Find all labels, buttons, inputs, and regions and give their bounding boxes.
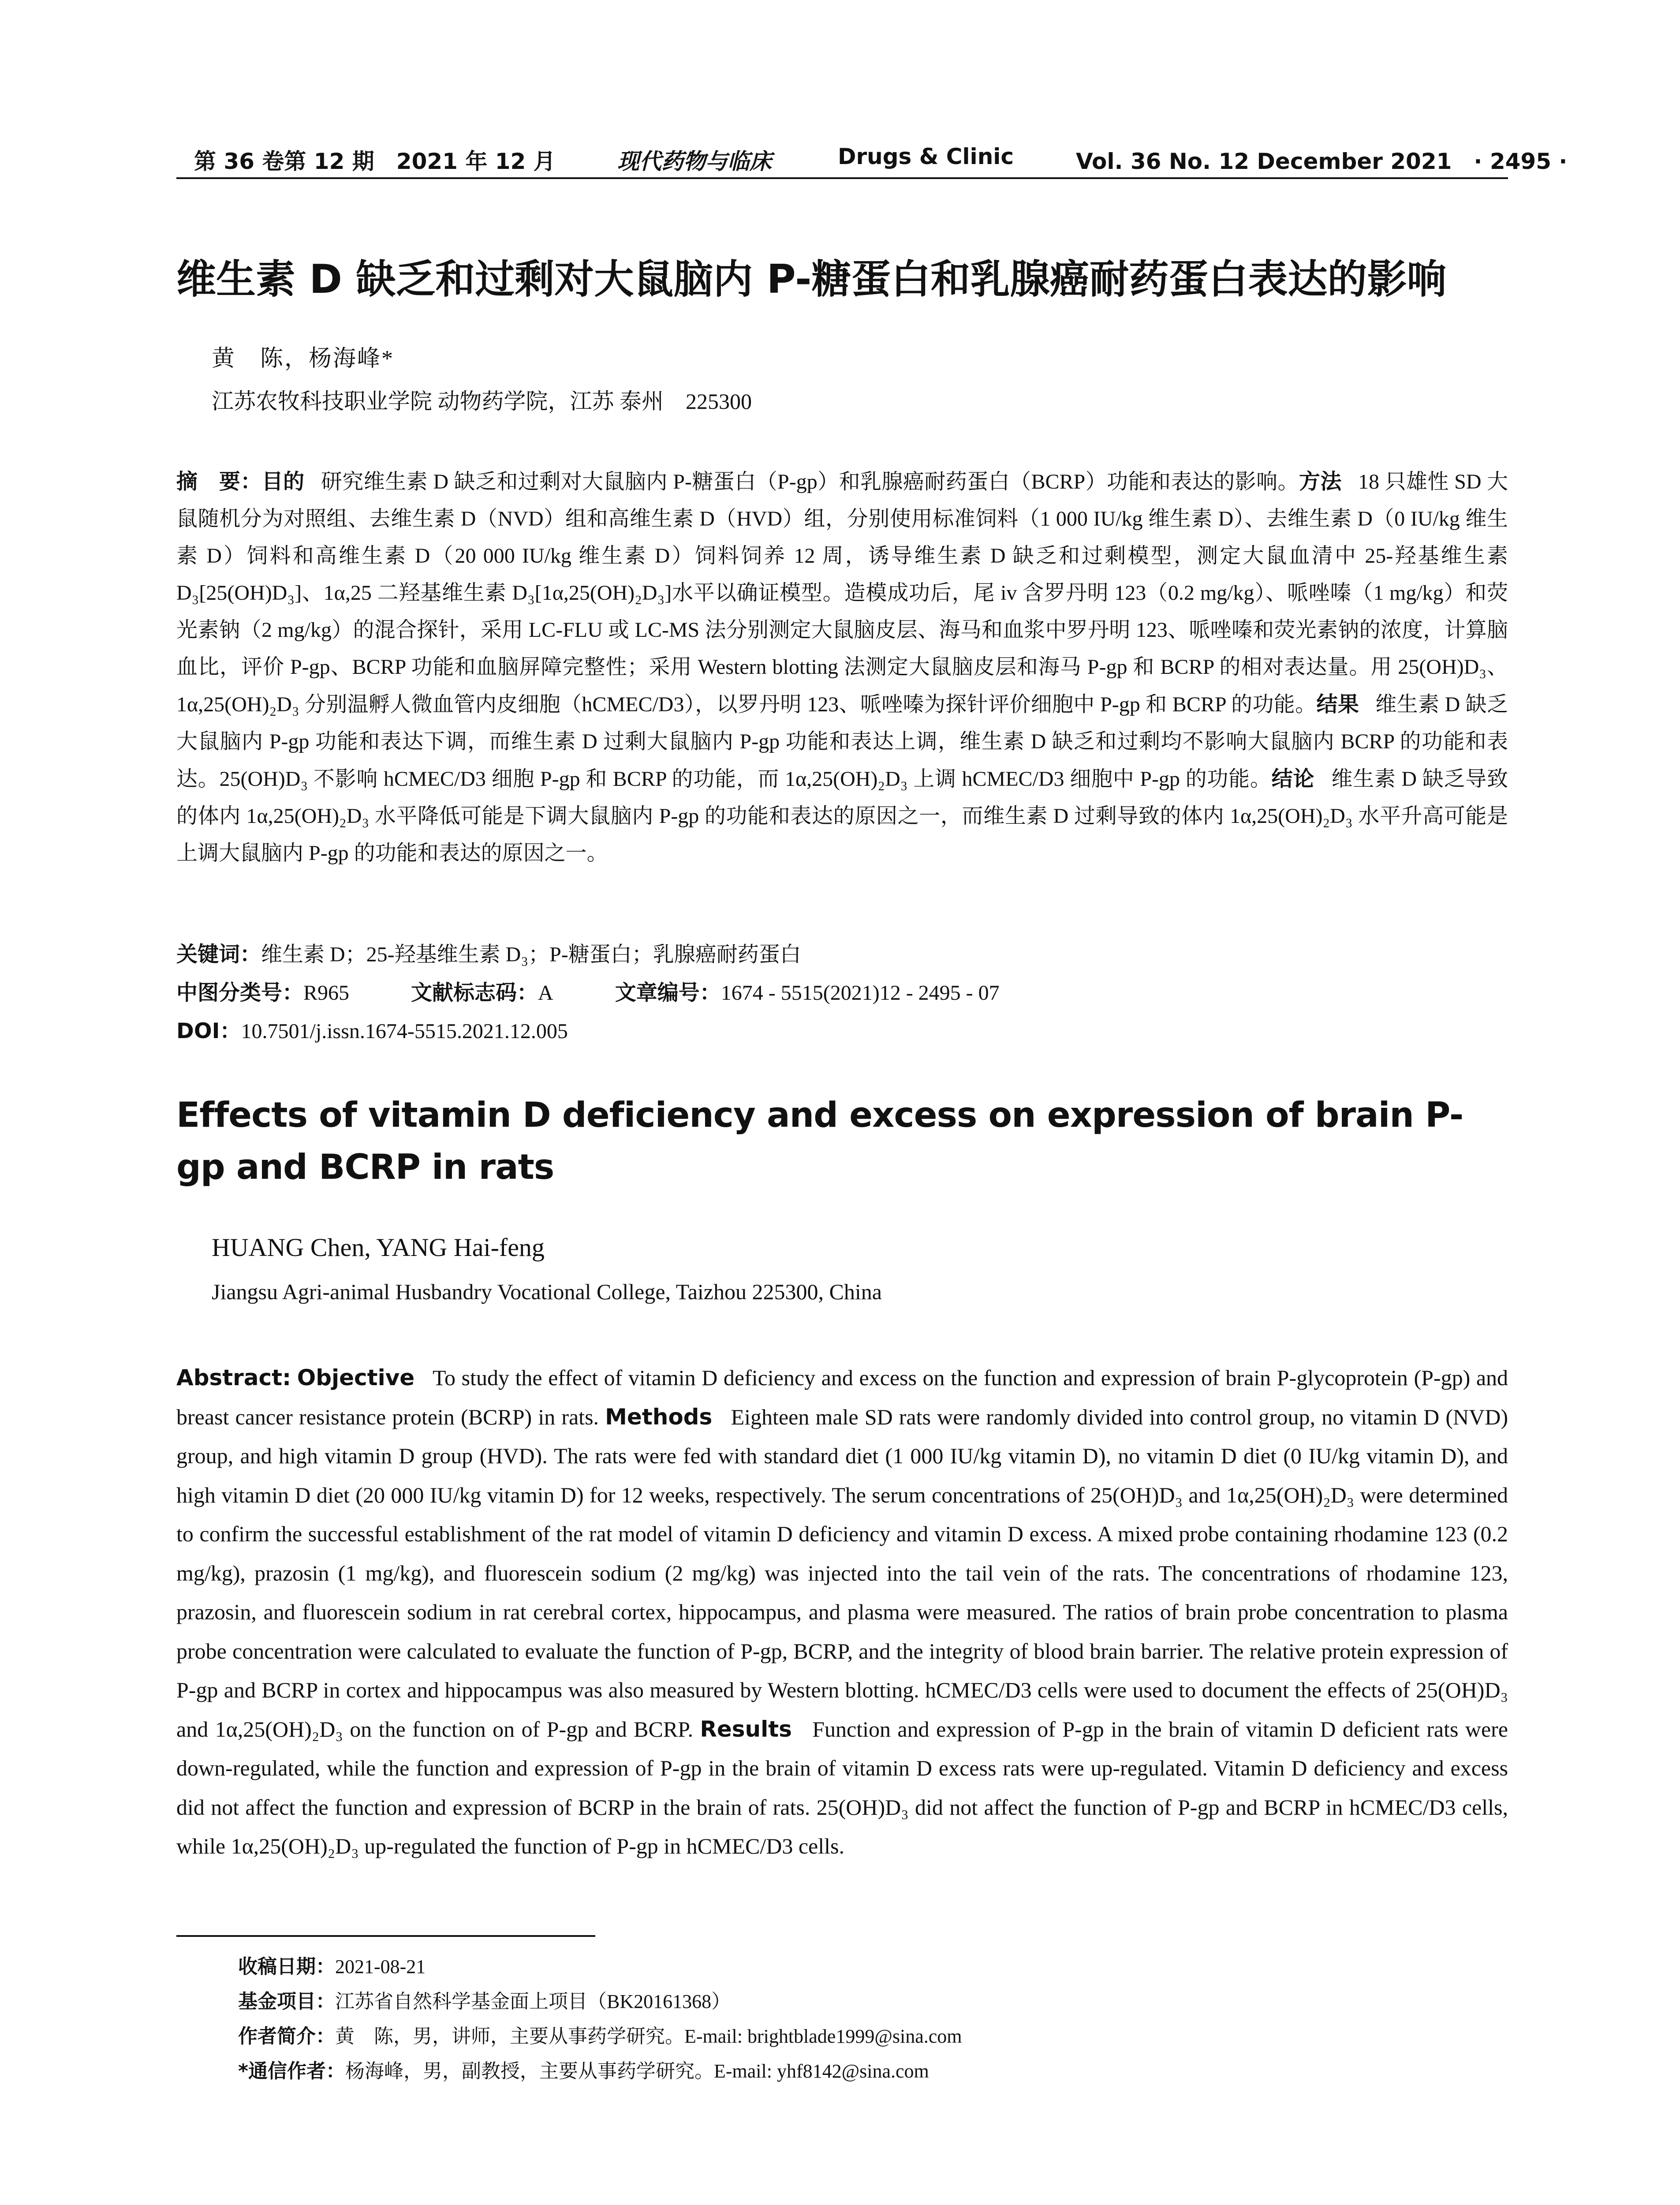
- footnote-divider: [176, 1935, 595, 1937]
- methods-en-label: Methods: [605, 1404, 713, 1430]
- footnote-text: 2021-08-21: [335, 1956, 426, 1977]
- article-no-label: 文章编号：: [615, 980, 721, 1005]
- objective-zh: 研究维生素 D 缺乏和过剩对大鼠脑内 P-糖蛋白（P-gp）和乳腺癌耐药蛋白（BCRP）功能和表达的影响。: [321, 470, 1299, 493]
- abstract-en: [176, 1358, 1508, 1866]
- authors-en: HUANG Chen, YANG Hai-feng: [212, 1233, 545, 1262]
- article-no-value: 1674 - 5515(2021)12 - 2495 - 07: [721, 981, 1000, 1005]
- authors-zh: 黄 陈，杨海峰*: [212, 346, 395, 371]
- header-journal-zh: 现代药物与临床: [617, 149, 772, 174]
- running-header: [176, 142, 1568, 179]
- conclusion-zh: 维生素 D 缺乏导致的体内 1α,25(OH)₂D₃ 水平降低可能是下调大鼠脑内 P-gp 的功能和表达的原因之一，而维生素 D 过剩导致的体内 1α,25(OH)₂D₃ 水平升高可能是上调大鼠脑内 P-gp 的功能和表达的原因之一。: [176, 767, 1508, 865]
- footnote-funding: [238, 1984, 962, 2019]
- footnote-text: 黄 陈，男，讲师，主要从事药学研究。E-mail: brightblade1999@sina.com: [335, 2026, 962, 2047]
- article-title-en: Effects of vitamin D deficiency and excess on expression of brain P-gp and BCRP in rats: [176, 1095, 1463, 1187]
- methods-en: Eighteen male SD rats were randomly divided into control group, no vitamin D (NVD) group, and high vitamin D group (HVD). The rats were fed with standard diet (1 000 IU/kg vitamin D), no vitamin D diet (0 IU/kg vitamin D), and high vitamin D diet (20 000 IU/kg vitamin D) for 12 weeks, respectively. The serum concentrations of 25(OH)D₃ and 1α,25(OH)₂D₃ were determined to confirm the successful establishment of the rat model of vitamin D deficiency and vitamin D excess. A mixed probe containing rhodamine 123 (0.2 mg/kg), prazosin (1 mg/kg), and fluorescein sodium (2 mg/kg) was injected into the tail vein of the rats. The concentrations of rhodamine 123, prazosin, and fluorescein sodium in rat cerebral cortex, hippocampus, and plasma were measured. The ratios of brain probe concentration to plasma probe concentration were calculated to evaluate the function of P-gp, BCRP, and the integrity of blood brain barrier. The relative protein expression of P-gp and BCRP in cortex and hippocampus was also measured by Western blotting. hCMEC/D3 cells were used to document the effects of 25(OH)D₃ and 1α,25(OH)₂D₃ on the function on of P-gp and BCRP.: [176, 1404, 1508, 1742]
- abstract-zh: [176, 463, 1508, 872]
- abstract-en-label: Abstract:: [176, 1365, 291, 1390]
- footnote-label: *通信作者：: [238, 2060, 346, 2082]
- affiliation-en: Jiangsu Agri-animal Husbandry Vocational College, Taizhou 225300, China: [212, 1279, 882, 1304]
- header-volume-page: Vol. 36 No. 12 December 2021 · 2495 ·: [1076, 149, 1568, 174]
- doc-code-value: A: [538, 981, 553, 1005]
- classification-line: [176, 975, 1000, 1006]
- doc-code-label: 文献标志码：: [411, 980, 538, 1005]
- keywords-label: 关键词：: [176, 942, 261, 967]
- methods-zh-label: 方法: [1299, 469, 1342, 494]
- footnote-text: 杨海峰，男，副教授，主要从事药学研究。E-mail: yhf8142@sina.com: [345, 2060, 929, 2082]
- affiliation-zh: 江苏农牧科技职业学院 动物药学院，江苏 泰州 225300: [212, 389, 752, 414]
- results-en-label: Results: [700, 1716, 792, 1742]
- keywords-text: 维生素 D；25-羟基维生素 D₃；P-糖蛋白；乳腺癌耐药蛋白: [261, 943, 801, 966]
- footnote-author-bio: [238, 2019, 962, 2054]
- results-zh: 维生素 D 缺乏大鼠脑内 P-gp 功能和表达下调，而维生素 D 过剩大鼠脑内 P-gp 功能和表达上调，维生素 D 缺乏和过剩均不影响大鼠脑内 BCRP 的功能和表达。25(OH)D₃ 不影响 hCMEC/D3 细胞 P-gp 和 BCRP 的功能，而 1α,25(OH)₂D₃ 上调 hCMEC/D3 细胞中 P-gp 的功能。: [176, 693, 1508, 791]
- methods-zh: 18 只雄性 SD 大鼠随机分为对照组、去维生素 D（NVD）组和高维生素 D（HVD）组，分别使用标准饲料（1 000 IU/kg 维生素 D）、去维生素 D（0 IU/kg 维生素 D）饲料和高维生素 D（20 000 IU/kg 维生素 D）饲料饲养 12 周，诱导维生素 D 缺乏和过剩模型，测定大鼠血清中 25-羟基维生素 D₃[25(OH)D₃]、1α,25 二羟基维生素 D₃[1α,25(OH)₂D₃]水平以确证模型。造模成功后，尾 iv 含罗丹明 123（0.2 mg/kg）、哌唑嗪（1 mg/kg）和荧光素钠（2 mg/kg）的混合探针，采用 LC-FLU 或 LC-MS 法分别测定大鼠脑皮层、海马和血浆中罗丹明 123、哌唑嗪和荧光素钠的浓度，计算脑血比，评价 P-gp、BCRP 功能和血脑屏障完整性；采用 Western blotting 法测定大鼠脑皮层和海马 P-gp 和 BCRP 的相对表达量。用 25(OH)D₃、1α,25(OH)₂D₃ 分别温孵人微血管内皮细胞（hCMEC/D3），以罗丹明 123、哌唑嗪为探针评价细胞中 P-gp 和 BCRP 的功能。: [176, 470, 1508, 716]
- objective-en: To study the effect of vitamin D deficiency and excess on the function and expression of brain P-glycoprotein (P-gp) and breast cancer resistance protein (BCRP) in rats.: [176, 1365, 1508, 1429]
- header-journal-en: Drugs & Clinic: [838, 144, 1014, 169]
- footnote-received: [238, 1949, 962, 1984]
- conclusion-zh-label: 结论: [1271, 766, 1315, 791]
- footnote-text: 江苏省自然科学基金面上项目（BK20161368）: [335, 1991, 731, 2012]
- clc-value: R965: [303, 981, 350, 1005]
- clc-label: 中图分类号：: [176, 980, 304, 1005]
- results-en: Function and expression of P-gp in the brain of vitamin D deficient rats were down-regulated, while the function and expression of P-gp in the brain of vitamin D excess rats were up-regulated. Vitamin D deficiency and excess did not affect the function and expression of BCRP in the brain of rats. 25(OH)D₃ did not affect the function of P-gp and BCRP in hCMEC/D3 cells, while 1α,25(OH)₂D₃ up-regulated the function of P-gp in hCMEC/D3 cells.: [176, 1716, 1508, 1858]
- abstract-zh-label: 摘 要：: [176, 469, 262, 494]
- results-zh-label: 结果: [1316, 692, 1359, 717]
- footnote-label: 作者简介：: [238, 2025, 335, 2048]
- objective-en-label: Objective: [297, 1365, 415, 1390]
- footnote-label: 收稿日期：: [238, 1955, 335, 1978]
- footnote-label: 基金项目：: [238, 1990, 335, 2013]
- doi-line: [176, 1014, 568, 1044]
- header-volume-issue: 第 36 卷第 12 期 2021 年 12 月: [194, 149, 556, 174]
- doi-value: 10.7501/j.issn.1674-5515.2021.12.005: [241, 1020, 568, 1043]
- footnote-corresponding: [238, 2054, 962, 2089]
- doi-label: DOI：: [176, 1019, 241, 1043]
- objective-zh-label: 目的: [261, 469, 305, 494]
- footnotes: [238, 1949, 962, 2089]
- keywords-line: [176, 937, 801, 968]
- article-title-zh: 维生素 D 缺乏和过剩对大鼠脑内 P-糖蛋白和乳腺癌耐药蛋白表达的影响: [176, 256, 1447, 303]
